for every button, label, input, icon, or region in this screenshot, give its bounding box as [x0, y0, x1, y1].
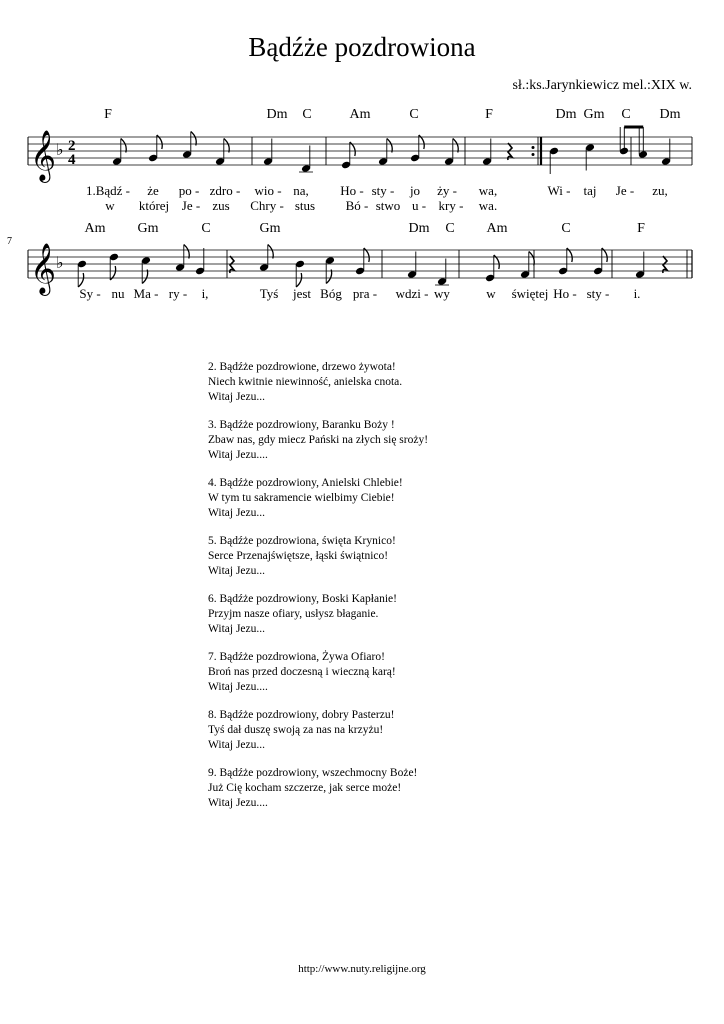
lyric-syllable: wy	[434, 286, 450, 301]
footer-url: http://www.nuty.religijne.org	[298, 963, 426, 975]
song-credits: sł.:ks.Jarynkiewicz mel.:XIX w.	[512, 78, 692, 93]
chord-symbol: Gm	[137, 221, 159, 236]
lyric-syllable: ży -	[437, 183, 457, 198]
lyric-syllable: świętej	[511, 286, 549, 301]
chord-symbol: C	[561, 221, 571, 236]
lyric-syllable: Je -	[181, 198, 201, 213]
lyric-syllable: wa,	[478, 183, 498, 198]
verse-line: 2. Bądźże pozdrowione, drzewo żywota!	[208, 361, 396, 373]
chord-symbol: Dm	[266, 107, 288, 122]
verse-line: Witaj Jezu....	[208, 449, 268, 461]
lyric-syllable: nu	[111, 286, 125, 301]
lyric-syllable: jo	[409, 183, 421, 198]
lyric-syllable: zus	[212, 198, 230, 213]
chord-symbols-line-1	[104, 107, 681, 122]
lyric-syllable: kry -	[438, 198, 464, 213]
lyric-syllable: Ho -	[340, 183, 364, 198]
verse-line: 5. Bądźże pozdrowiona, święta Krynico!	[208, 535, 396, 547]
lyric-syllable: zdro -	[209, 183, 241, 198]
note-flag	[191, 132, 196, 146]
quarter-rest-icon	[508, 143, 512, 160]
time-signature-top: 2	[68, 138, 76, 154]
verse-line: Niech kwitnie niewinność, anielska cnota.	[208, 376, 403, 388]
music-score	[0, 0, 724, 330]
measure-number: 7	[7, 236, 12, 247]
lyric-syllable: i.	[633, 286, 641, 301]
chord-symbol: Am	[84, 221, 106, 236]
time-signature-bottom: 4	[68, 152, 76, 168]
lyric-syllable: Ho -	[553, 286, 577, 301]
verse-line: 6. Bądźże pozdrowiony, Boski Kapłanie!	[208, 593, 397, 605]
verse-block	[208, 360, 568, 405]
lyric-syllable: u -	[411, 198, 427, 213]
verse-line: 9. Bądźże pozdrowiony, wszechmocny Boże!	[208, 767, 418, 779]
verse-line: Witaj Jezu...	[208, 391, 266, 403]
verse-block	[208, 766, 568, 811]
lyric-syllable: po -	[178, 183, 200, 198]
repeat-dot	[532, 146, 535, 149]
lyric-syllable: Sy -	[79, 286, 101, 301]
verse-line: 3. Bądźże pozdrowiony, Baranku Boży !	[208, 419, 395, 431]
lyric-syllable: sty -	[586, 286, 610, 301]
verse-line: Zbaw nas, gdy miecz Pański na złych się sroży!	[208, 434, 429, 446]
chord-symbol: C	[201, 221, 211, 236]
verse-line: Już Cię kocham szczerze, jak serce może!	[208, 782, 402, 794]
verse-block	[208, 534, 568, 579]
note-flag	[529, 252, 534, 266]
note-flag	[268, 245, 273, 259]
lyric-syllable: wdzi -	[395, 286, 429, 301]
lyric-syllable: Je -	[615, 183, 635, 198]
verse-line: Serce Przenajświętsze, łąski świątnico!	[208, 550, 389, 562]
note-flag	[121, 139, 126, 153]
lyric-syllable: jest	[292, 286, 312, 301]
verses-list	[208, 360, 568, 824]
flat-sign-icon: ♭	[56, 142, 64, 159]
lyric-syllable: na,	[293, 183, 309, 198]
note-flag	[142, 270, 147, 284]
verse-block	[208, 650, 568, 695]
chord-symbol: Am	[486, 221, 508, 236]
verse-line: Witaj Jezu...	[208, 739, 266, 751]
lyric-syllable: wa.	[478, 198, 498, 213]
lyric-syllable: 1.Bądź -	[85, 183, 131, 198]
verse-line: Witaj Jezu....	[208, 797, 268, 809]
verse-line: Witaj Jezu...	[208, 507, 266, 519]
note-flag	[78, 273, 83, 287]
lyric-syllable: zu,	[652, 183, 668, 198]
verse-line: 4. Bądźże pozdrowiony, Anielski Chlebie!	[208, 477, 403, 489]
chord-symbol: C	[445, 221, 455, 236]
verse-line: 7. Bądźże pozdrowiona, Żywa Ofiaro!	[208, 651, 385, 663]
lyrics-line-1-verse-1	[86, 183, 668, 198]
treble-clef-icon: 𝄞	[30, 131, 57, 180]
chord-symbol: F	[485, 107, 493, 122]
lyric-syllable: że	[147, 183, 159, 198]
quarter-rest-icon	[230, 256, 234, 273]
chord-symbol: F	[637, 221, 645, 236]
verse-block	[208, 476, 568, 521]
lyric-syllable: Bóg	[320, 286, 342, 301]
chord-symbol: Gm	[259, 221, 281, 236]
lyric-syllable: pra -	[352, 286, 378, 301]
lyric-syllable: wio -	[254, 183, 282, 198]
note-flag	[387, 139, 392, 153]
quarter-rest-icon	[663, 256, 667, 273]
lyrics-line-1-verse-2	[105, 198, 497, 213]
chord-symbol: C	[302, 107, 312, 122]
chord-symbol: Dm	[659, 107, 681, 122]
lyric-syllable: i,	[201, 286, 209, 301]
lyric-syllable: w	[486, 286, 496, 301]
lyric-syllable: sty -	[371, 183, 395, 198]
note-flag	[296, 273, 301, 287]
verse-block	[208, 708, 568, 753]
verse-line: Broń nas przed doczesną i wieczną karą!	[208, 666, 396, 678]
lyric-syllable: której	[138, 198, 170, 213]
flat-sign-icon: ♭	[56, 255, 64, 272]
chord-symbol: F	[104, 107, 112, 122]
treble-clef-icon: 𝄞	[30, 244, 57, 293]
lyric-syllable: Tyś	[259, 286, 279, 301]
chord-symbol: C	[409, 107, 419, 122]
lyrics-line-2	[79, 286, 640, 301]
note-flag	[224, 139, 229, 153]
chord-symbols-line-2	[85, 221, 646, 236]
lyric-syllable: taj	[583, 183, 597, 198]
verse-line: Witaj Jezu...	[208, 623, 266, 635]
repeat-dot	[532, 153, 535, 156]
lyric-syllable: Chry -	[250, 198, 284, 213]
lyric-syllable: Ma -	[133, 286, 159, 301]
lyric-syllable: stus	[294, 198, 316, 213]
chord-symbol: Am	[349, 107, 371, 122]
verse-block	[208, 418, 568, 463]
song-title: Bądźże pozdrowiona	[248, 32, 476, 62]
verse-line: Witaj Jezu...	[208, 565, 266, 577]
note-flag	[184, 245, 189, 259]
verse-block	[208, 592, 568, 637]
lyric-syllable: ry -	[168, 286, 188, 301]
staff-line-1	[28, 127, 692, 183]
lyric-syllable: w	[105, 198, 115, 213]
chord-symbol: C	[621, 107, 631, 122]
chord-symbol: Dm	[408, 221, 430, 236]
lyric-syllable: stwo	[375, 198, 401, 213]
lyric-syllable: Bó -	[345, 198, 369, 213]
lyric-syllable: Wi -	[547, 183, 571, 198]
chord-symbol: Gm	[583, 107, 605, 122]
verse-line: 8. Bądźże pozdrowiony, dobry Pasterzu!	[208, 709, 395, 721]
verse-line: Przyjm nasze ofiary, usłysz błaganie.	[208, 608, 379, 620]
verse-line: W tym tu sakramencie wielbimy Ciebie!	[208, 492, 395, 504]
note-flag	[326, 270, 331, 284]
verse-line: Tyś dał duszę swoją za nas na krzyżu!	[208, 724, 384, 736]
note-flag	[453, 139, 458, 153]
verse-line: Witaj Jezu....	[208, 681, 268, 693]
chord-symbol: Dm	[555, 107, 577, 122]
